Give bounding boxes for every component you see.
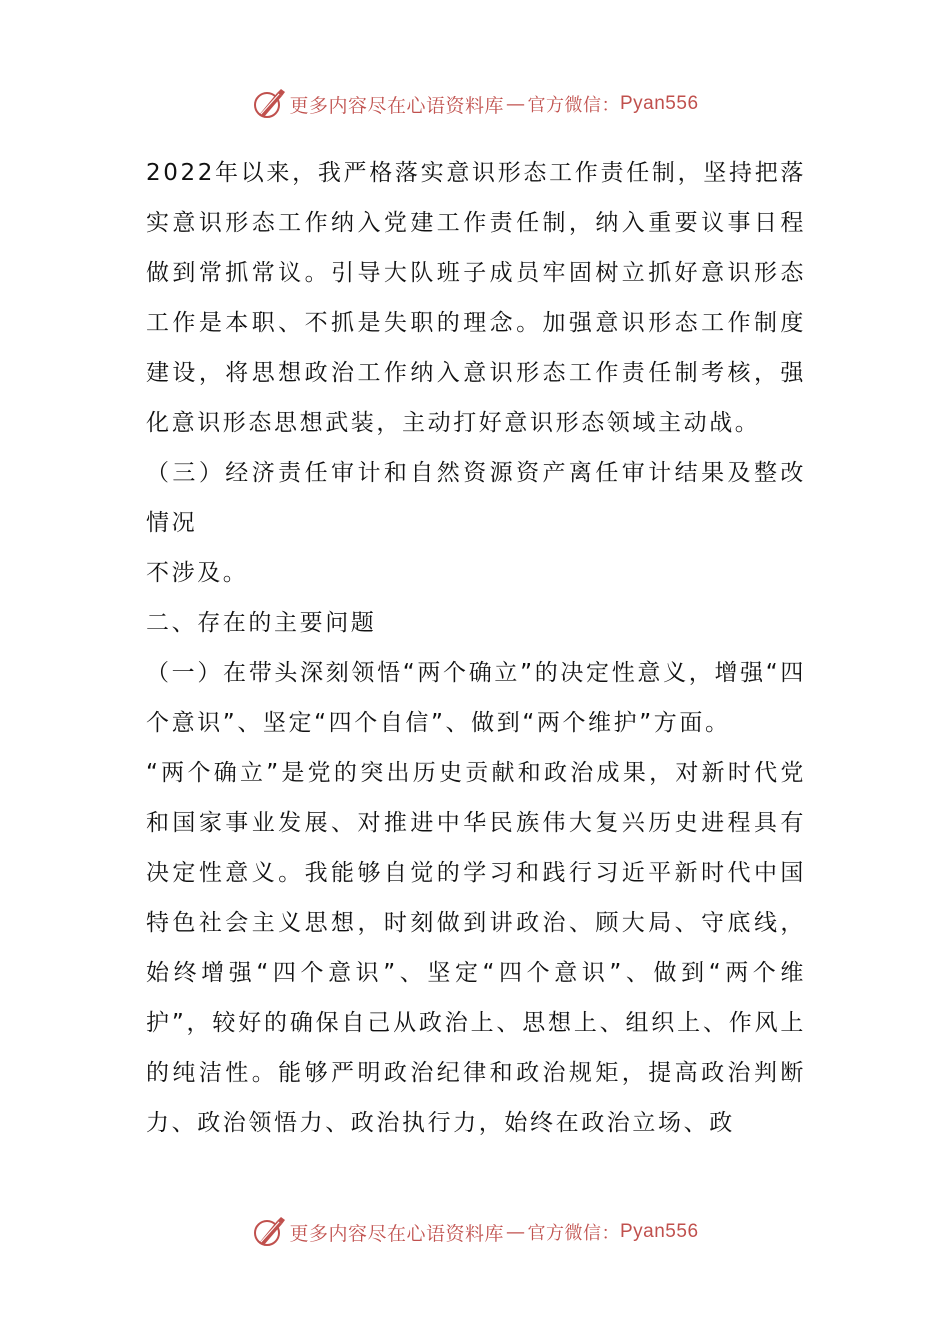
paragraph: 2022年以来，我严格落实意识形态工作责任制，坚持把落实意识形态工作纳入党建工作责任制，纳入重要议事日程做到常抓常议。引导大队班子成员牢固树立抓好意识形态工作是本职、不抓是失职的理念。加强意识形态工作制度建设，将思想政治工作纳入意识形态工作责任制考核，强化意识形态思想武装，主动打好意识形态领域主动战。 [146, 160, 806, 436]
watermark-separator: — [506, 93, 526, 115]
header-watermark [0, 84, 950, 124]
watermark-wechat-id: Pyan556 [620, 1221, 699, 1242]
watermark-brand: 更多内容尽在心语资料库 [289, 94, 504, 117]
section-heading: （一）在带头深刻领悟“两个确立”的决定性意义，增强“四个意识”、坚定“四个自信”、做到“两个维护”方面。 [146, 660, 806, 736]
watermark-label: 官方微信： [527, 1223, 620, 1244]
paragraph: “两个确立”是党的突出历史贡献和政治成果，对新时代党和国家事业发展、对推进中华民族伟大复兴历史进程具有决定性意义。我能够自觉的学习和践行习近平新时代中国特色社会主义思想，时刻做到讲政治、顾大局、守底线，始终增强“四个意识”、坚定“四个意识”、做到“两个维护”，较好的确保自己从政治上、思想上、组织上、作风上的纯洁性。能够严明政治纪律和政治规矩，提高政治判断力、政治领悟力、政治执行力，始终在政治立场、政 [146, 760, 806, 1136]
watermark-label: 官方微信： [527, 95, 620, 116]
watermark-wechat-id: Pyan556 [620, 93, 699, 114]
footer-watermark [0, 1212, 950, 1252]
pen-nib-logo-icon [251, 1215, 287, 1249]
watermark-separator: — [506, 1221, 526, 1243]
section-heading: （三）经济责任审计和自然资源资产离任审计结果及整改情况 [146, 460, 806, 536]
pen-nib-logo-icon [251, 87, 287, 121]
section-heading: 二、存在的主要问题 [146, 610, 377, 636]
watermark-brand: 更多内容尽在心语资料库 [289, 1222, 504, 1245]
paragraph: 不涉及。 [146, 560, 249, 586]
document-body [146, 148, 806, 1148]
